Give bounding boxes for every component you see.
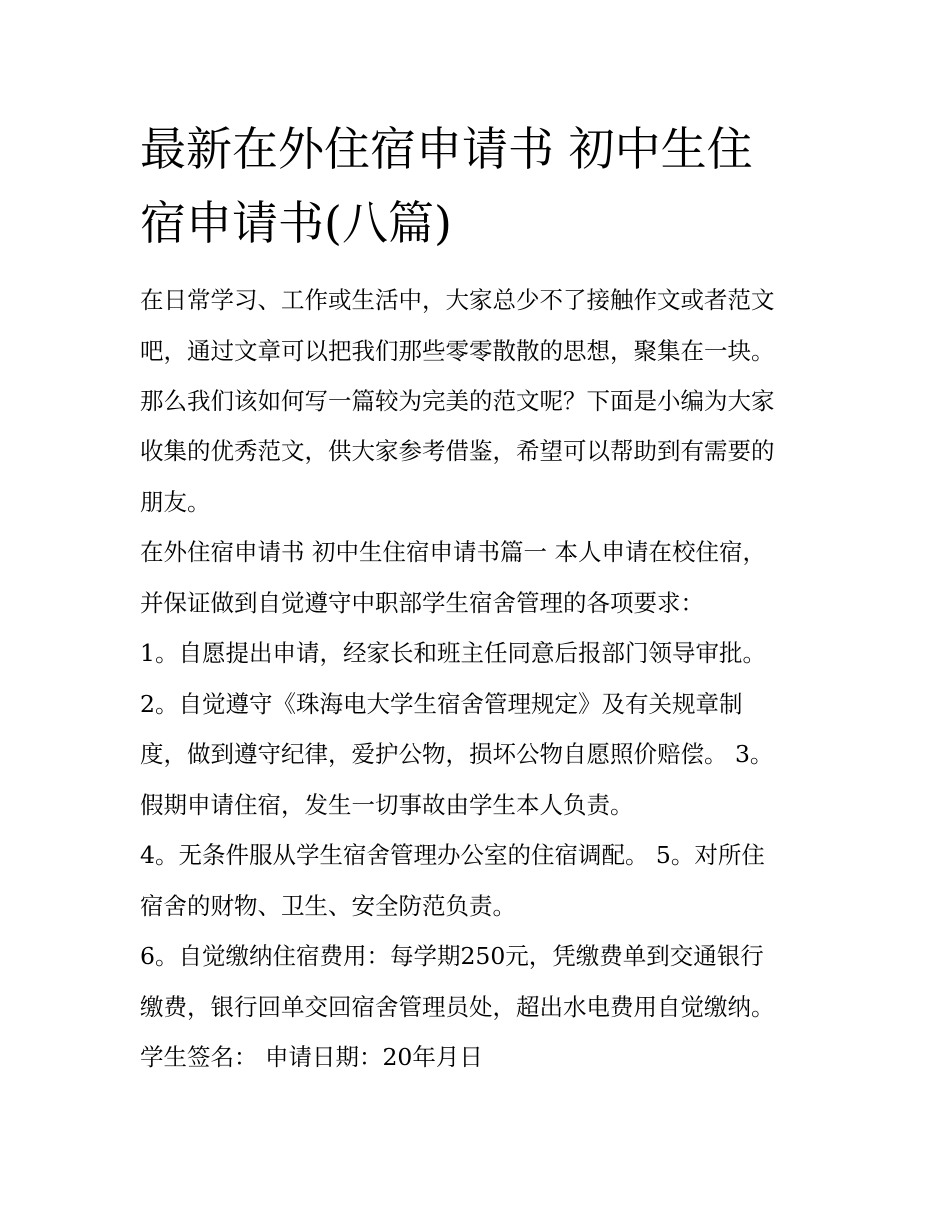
body-line: 在日常学习、工作或生活中，大家总少不了接触作文或者范文	[140, 286, 775, 314]
body-line: 假期申请住宿，发生一切事故由学生本人负责。	[140, 791, 634, 819]
title-line-1: 最新在外住宿申请书 初中生住	[140, 122, 753, 176]
body-line: 宿舍的财物、卫生、安全防范负责。	[140, 892, 516, 920]
signature-line: 学生签名： 申请日期：20年月日	[140, 1043, 483, 1071]
body-line: 吧，通过文章可以把我们那些零零散散的思想，聚集在一块。	[140, 337, 775, 365]
body-line: 度，做到遵守纪律，爱护公物，损坏公物自愿照价赔偿。 3。	[140, 740, 774, 768]
body-line: 在外住宿申请书 初中生住宿申请书篇一 本人申请在校住宿，	[140, 538, 766, 566]
body-line: 收集的优秀范文，供大家参考借鉴，希望可以帮助到有需要的	[140, 437, 775, 465]
list-item-2: 2。自觉遵守《珠海电大学生宿舍管理规定》及有关规章制	[140, 690, 743, 718]
document-title	[140, 112, 820, 260]
body-line: 并保证做到自觉遵守中职部学生宿舍管理的各项要求：	[140, 589, 704, 617]
body-line: 朋友。	[140, 488, 211, 516]
list-item-6: 6。自觉缴纳住宿费用：每学期250元，凭缴费单到交通银行	[140, 942, 764, 970]
title-line-2: 宿申请书(八篇)	[140, 196, 452, 250]
body-line: 缴费，银行回单交回宿舍管理员处，超出水电费用自觉缴纳。	[140, 993, 775, 1021]
list-item-4: 4。无条件服从学生宿舍管理办公室的住宿调配。 5。对所住	[140, 841, 765, 869]
body-line: 那么我们该如何写一篇较为完美的范文呢？下面是小编为大家	[140, 387, 775, 415]
list-item-1: 1。自愿提出申请，经家长和班主任同意后报部门领导审批。	[140, 639, 766, 667]
